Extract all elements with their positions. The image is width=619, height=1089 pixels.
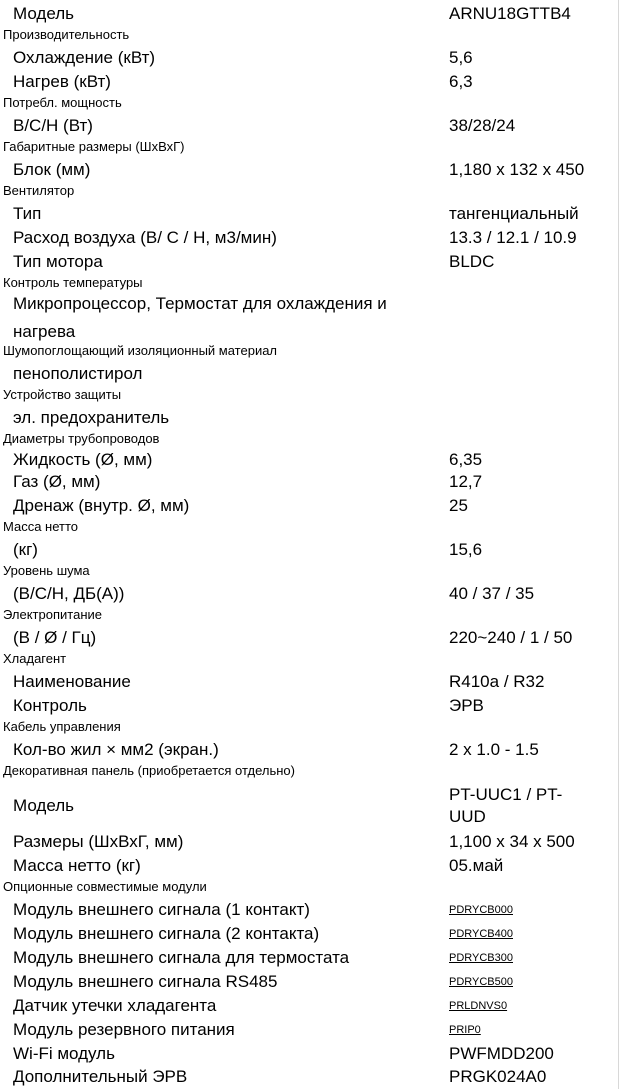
option-label: Модуль резервного питания bbox=[13, 1020, 235, 1039]
drain-label: Дренаж (внутр. Ø, мм) bbox=[13, 496, 190, 515]
option-code-link[interactable]: PDRYCB500 bbox=[449, 976, 513, 988]
heat-label: Нагрев (кВт) bbox=[13, 72, 111, 91]
elec-value: 220~240 / 1 / 50 bbox=[449, 628, 573, 647]
block-label: Блок (мм) bbox=[13, 160, 91, 179]
refr-header: Хладагент bbox=[3, 651, 67, 666]
model-label: Модель bbox=[13, 4, 75, 23]
cool-label: Охлаждение (кВт) bbox=[13, 48, 156, 67]
option-code-link[interactable]: PDRYCB400 bbox=[449, 928, 513, 940]
option-label: Wi-Fi модуль bbox=[13, 1044, 115, 1063]
option-label: Модуль внешнего сигнала (2 контакта) bbox=[13, 924, 320, 943]
liquid-label: Жидкость (Ø, мм) bbox=[13, 450, 153, 469]
option-label: Датчик утечки хладагента bbox=[13, 996, 217, 1015]
gas-value: 12,7 bbox=[449, 472, 483, 491]
refr-name-label: Наименование bbox=[13, 672, 131, 691]
noise-header: Уровень шума bbox=[3, 563, 90, 578]
cable-header: Кабель управления bbox=[3, 719, 121, 734]
dims-header: Габаритные размеры (ШхВхГ) bbox=[3, 139, 185, 154]
refr-control-value: ЭРВ bbox=[449, 696, 484, 715]
insul-header: Шумопоглощающий изоляционный материал bbox=[3, 343, 278, 358]
options-header: Опционные совместимые модули bbox=[3, 879, 207, 894]
panel-size-label: Размеры (ШхВхГ, мм) bbox=[13, 832, 184, 851]
protect-header: Устройство защиты bbox=[3, 387, 122, 402]
fan-type-label: Тип bbox=[13, 204, 42, 223]
perf-header: Производительность bbox=[3, 27, 130, 42]
panel-size-value: 1,100 x 34 x 500 bbox=[449, 832, 575, 851]
option-code-link[interactable]: PRIP0 bbox=[449, 1024, 481, 1036]
power-header: Потребл. мощность bbox=[3, 95, 122, 110]
heat-value: 6,3 bbox=[449, 72, 473, 91]
option-label: Модуль внешнего сигнала для термостата bbox=[13, 948, 350, 967]
fan-type-value: тангенциальный bbox=[449, 204, 579, 223]
model-value: ARNU18GTTB4 bbox=[449, 4, 571, 23]
protect-value: эл. предохранитель bbox=[13, 408, 170, 427]
fan-header: Вентилятор bbox=[3, 183, 75, 198]
motor-label: Тип мотора bbox=[13, 252, 103, 271]
elec-header: Электропитание bbox=[3, 607, 102, 622]
cool-value: 5,6 bbox=[449, 48, 473, 67]
panel-mass-value: 05.май bbox=[449, 856, 504, 875]
panel-header: Декоративная панель (приобретается отдельно) bbox=[3, 763, 295, 778]
insul-value: пенополистирол bbox=[13, 364, 143, 383]
power-label: В/С/Н (Вт) bbox=[13, 116, 93, 135]
mass-header: Масса нетто bbox=[3, 519, 79, 534]
option-code: PWFMDD200 bbox=[449, 1044, 554, 1063]
refr-name-value: R410a / R32 bbox=[449, 672, 545, 691]
motor-value: BLDC bbox=[449, 252, 495, 271]
power-value: 38/28/24 bbox=[449, 116, 516, 135]
option-code-link[interactable]: PRLDNVS0 bbox=[449, 1000, 508, 1012]
option-label: Модуль внешнего сигнала (1 контакт) bbox=[13, 900, 310, 919]
noise-label: (В/С/Н, ДБ(А)) bbox=[13, 584, 125, 603]
cable-value: 2 x 1.0 - 1.5 bbox=[449, 740, 539, 759]
option-code-link[interactable]: PDRYCB300 bbox=[449, 952, 513, 964]
option-code-link[interactable]: PDRYCB000 bbox=[449, 904, 513, 916]
gas-label: Газ (Ø, мм) bbox=[13, 472, 101, 491]
block-value: 1,180 x 132 x 450 bbox=[449, 160, 585, 179]
mass-label: (кг) bbox=[13, 540, 38, 559]
liquid-value: 6,35 bbox=[449, 450, 483, 469]
option-code: PRGK024A0 bbox=[449, 1067, 547, 1086]
airflow-value: 13.3 / 12.1 / 10.9 bbox=[449, 228, 577, 247]
panel-model-value: PT-UUC1 / PT-UUD bbox=[449, 785, 563, 826]
drain-value: 25 bbox=[449, 496, 468, 515]
airflow-label: Расход воздуха (В/ С / Н, м3/мин) bbox=[13, 228, 277, 247]
panel-model-label: Модель bbox=[13, 796, 75, 815]
cable-label: Кол-во жил × мм2 (экран.) bbox=[13, 740, 219, 759]
mass-value: 15,6 bbox=[449, 540, 483, 559]
elec-label: (В / Ø / Гц) bbox=[13, 628, 97, 647]
panel-mass-label: Масса нетто (кг) bbox=[13, 856, 141, 875]
noise-value: 40 / 37 / 35 bbox=[449, 584, 535, 603]
refr-control-label: Контроль bbox=[13, 696, 87, 715]
temp-desc: Микропроцессор, Термостат для охлаждения и нагрева bbox=[13, 294, 387, 341]
pipes-header: Диаметры трубопроводов bbox=[3, 431, 160, 446]
temp-header: Контроль температуры bbox=[3, 275, 143, 290]
option-label: Модуль внешнего сигнала RS485 bbox=[13, 972, 278, 991]
option-label: Дополнительный ЭРВ bbox=[13, 1067, 188, 1086]
